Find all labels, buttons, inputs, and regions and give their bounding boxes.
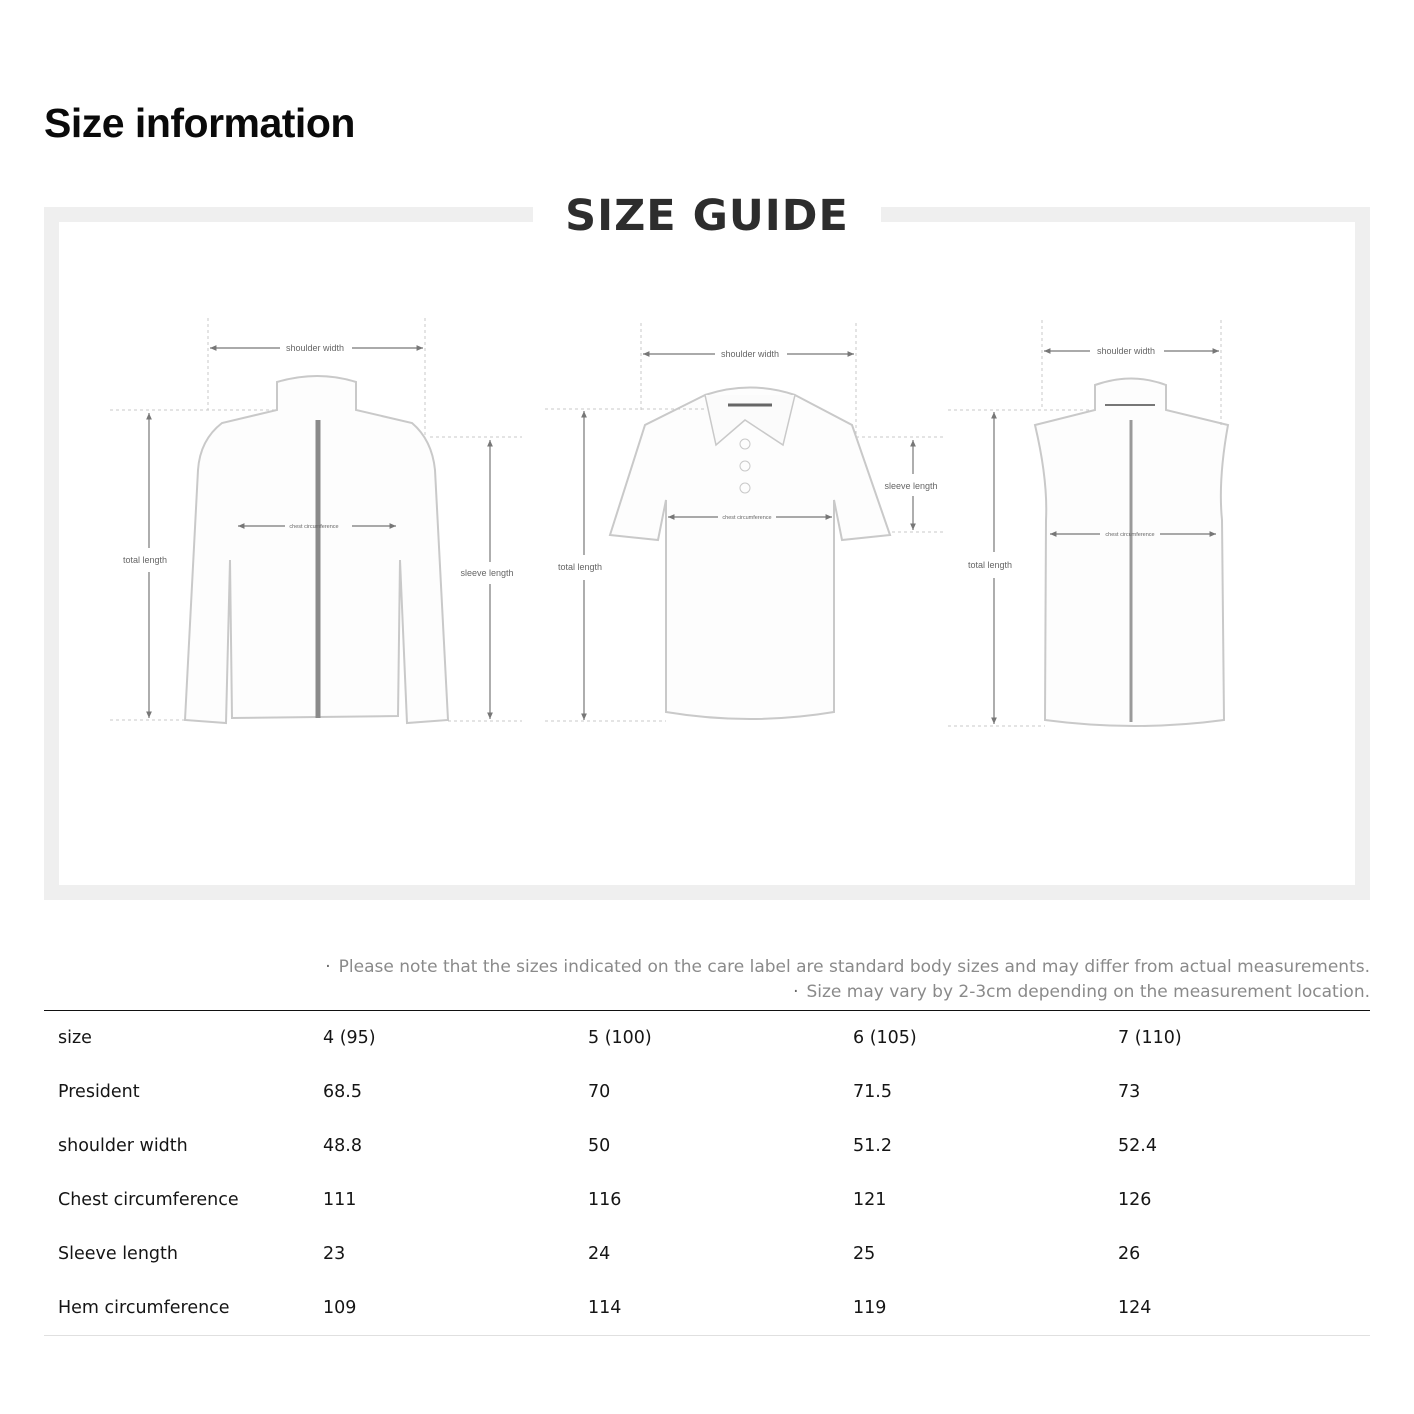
vest-figure (948, 320, 1228, 726)
polo-chest-label: chest circumference (722, 515, 772, 521)
table-cell: Hem circumference (58, 1298, 230, 1318)
table-cell: 116 (588, 1190, 622, 1210)
table-cell: Chest circumference (58, 1190, 239, 1210)
table-cell: 70 (588, 1082, 611, 1102)
table-row (44, 1011, 1370, 1065)
table-cell: 52.4 (1118, 1136, 1157, 1156)
note-line: · Please note that the sizes indicated on the care label are standard body sizes and may differ from actual measurements. (325, 957, 1370, 977)
table-cell: 126 (1118, 1190, 1152, 1210)
note-line: · Size may vary by 2-3cm depending on the measurement location. (793, 982, 1370, 1002)
polo-figure (545, 323, 945, 721)
polo-shoulder-label: shoulder width (720, 349, 780, 359)
polo-outline (610, 388, 890, 720)
table-cell: shoulder width (58, 1136, 188, 1156)
table-cell: 71.5 (853, 1082, 892, 1102)
table-cell: 119 (853, 1298, 887, 1318)
jacket-chest-label: chest circumference (289, 524, 339, 530)
table-cell: 23 (323, 1244, 346, 1264)
table-cell: 6 (105) (853, 1028, 917, 1048)
table-cell: 7 (110) (1118, 1028, 1182, 1048)
polo-sleeve-label: sleeve length (884, 481, 938, 491)
table-cell: 68.5 (323, 1082, 362, 1102)
size-guide-title: SIZE GUIDE (565, 191, 849, 241)
jacket-total-label: total length (122, 555, 168, 565)
table-cell: President (58, 1082, 140, 1102)
table-cell: 25 (853, 1244, 876, 1264)
table-cell: 48.8 (323, 1136, 362, 1156)
page-title: Size information (44, 100, 355, 146)
note-text: Please note that the sizes indicated on the care label are standard body sizes and may differ from actual measurements. (338, 957, 1370, 977)
table-cell: 121 (853, 1190, 887, 1210)
vest-total-label: total length (967, 560, 1013, 570)
table-cell: 50 (588, 1136, 611, 1156)
size-notes (325, 955, 1370, 1005)
table-cell: 124 (1118, 1298, 1152, 1318)
vest-chest-label: chest circumference (1105, 532, 1155, 538)
table-cell: 111 (323, 1190, 357, 1210)
table-cell: Sleeve length (58, 1244, 178, 1264)
table-cell: 73 (1118, 1082, 1141, 1102)
table-cell: size (58, 1028, 92, 1048)
table-cell: 114 (588, 1298, 622, 1318)
note-text: Size may vary by 2-3cm depending on the measurement location. (806, 982, 1370, 1002)
table-cell: 24 (588, 1244, 611, 1264)
table-cell: 26 (1118, 1244, 1141, 1264)
table-cell: 51.2 (853, 1136, 892, 1156)
table-row (44, 1173, 1370, 1227)
table-row (44, 1119, 1370, 1173)
table-cell: 4 (95) (323, 1028, 376, 1048)
table-row (44, 1227, 1370, 1281)
table-row (44, 1281, 1370, 1335)
size-table (44, 1010, 1370, 1336)
jacket-sleeve-label: sleeve length (460, 568, 514, 578)
polo-total-label: total length (557, 562, 603, 572)
table-row (44, 1065, 1370, 1119)
jacket-figure (110, 318, 522, 723)
table-cell: 5 (100) (588, 1028, 652, 1048)
jacket-shoulder-label: shoulder width (285, 343, 345, 353)
vest-shoulder-label: shoulder width (1096, 346, 1156, 356)
table-cell: 109 (323, 1298, 357, 1318)
